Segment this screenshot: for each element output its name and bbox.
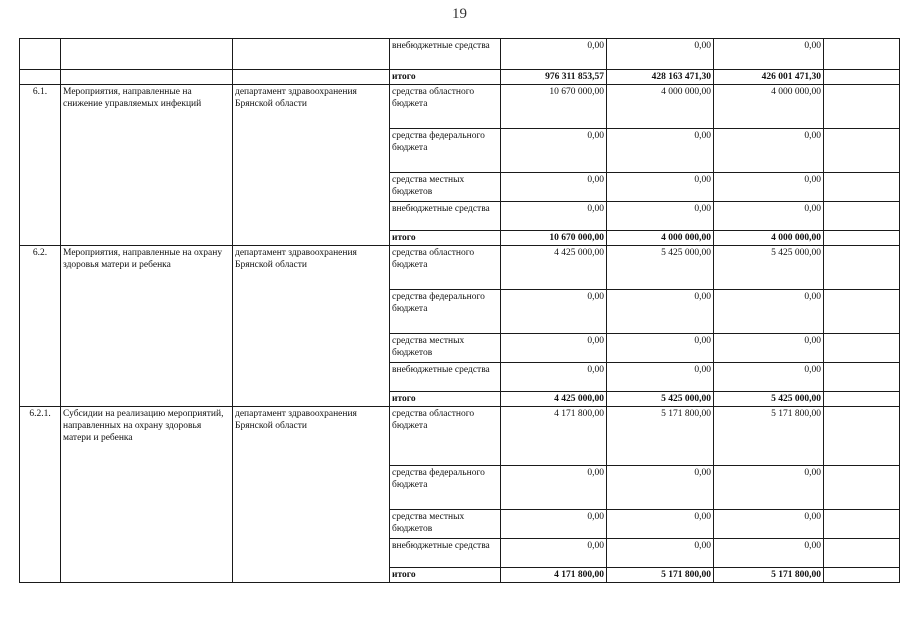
source-cell: внебюджетные средства [390,39,501,70]
total-row [20,70,900,85]
value-2022-cell: 0,00 [607,466,714,510]
value-2021-cell: 4 425 000,00 [501,392,607,407]
table-row [20,246,900,290]
empty-cell [824,85,900,129]
item-name: Мероприятия, направленные на охрану здоровья матери и ребенка [61,246,233,407]
empty-cell [824,407,900,466]
value-2022-cell: 0,00 [607,363,714,392]
value-2021-cell: 0,00 [501,363,607,392]
value-2021-cell: 10 670 000,00 [501,231,607,246]
table-row [20,407,900,466]
value-2022-cell: 5 425 000,00 [607,392,714,407]
item-number: 6.1. [20,85,61,246]
value-2022-cell: 0,00 [607,290,714,334]
value-2022-cell: 5 171 800,00 [607,407,714,466]
value-2023-cell: 5 171 800,00 [714,407,824,466]
source-cell: средства областного бюджета [390,85,501,129]
value-2022-cell: 4 000 000,00 [607,231,714,246]
item-number: 6.2.1. [20,407,61,583]
item-executor: департамент здравоохранения Брянской области [233,407,390,583]
value-2021-cell: 0,00 [501,39,607,70]
empty-cell [824,568,900,583]
executor-cell [233,70,390,85]
value-2021-cell: 10 670 000,00 [501,85,607,129]
value-2022-cell: 5 425 000,00 [607,246,714,290]
empty-cell [824,39,900,70]
page-number: 19 [452,6,467,22]
source-cell: итого [390,70,501,85]
value-2023-cell: 0,00 [714,129,824,173]
value-2023-cell: 0,00 [714,363,824,392]
empty-cell [824,290,900,334]
value-2023-cell: 5 425 000,00 [714,392,824,407]
value-2023-cell: 0,00 [714,173,824,202]
value-2023-cell: 4 000 000,00 [714,85,824,129]
value-2021-cell: 4 171 800,00 [501,568,607,583]
value-2022-cell: 0,00 [607,539,714,568]
name-cell [61,70,233,85]
number-cell [20,70,61,85]
source-cell: средства федерального бюджета [390,129,501,173]
empty-cell [824,173,900,202]
value-2023-cell: 5 171 800,00 [714,568,824,583]
value-2021-cell: 976 311 853,57 [501,70,607,85]
empty-cell [824,129,900,173]
empty-cell [824,246,900,290]
value-2022-cell: 5 171 800,00 [607,568,714,583]
empty-cell [824,510,900,539]
executor-cell [233,39,390,70]
source-cell: внебюджетные средства [390,539,501,568]
value-2022-cell: 0,00 [607,129,714,173]
table-row [20,85,900,129]
value-2023-cell: 0,00 [714,290,824,334]
empty-cell [824,334,900,363]
source-cell: внебюджетные средства [390,202,501,231]
source-cell: средства местных бюджетов [390,173,501,202]
value-2023-cell: 0,00 [714,202,824,231]
number-cell [20,39,61,70]
value-2023-cell: 0,00 [714,39,824,70]
value-2022-cell: 0,00 [607,510,714,539]
value-2022-cell: 0,00 [607,202,714,231]
source-cell: средства областного бюджета [390,407,501,466]
item-executor: департамент здравоохранения Брянской области [233,85,390,246]
empty-cell [824,202,900,231]
source-cell: средства областного бюджета [390,246,501,290]
source-cell: итого [390,568,501,583]
empty-cell [824,363,900,392]
value-2021-cell: 0,00 [501,510,607,539]
empty-cell [824,466,900,510]
source-cell: средства местных бюджетов [390,334,501,363]
value-2021-cell: 0,00 [501,129,607,173]
source-cell: итого [390,231,501,246]
value-2021-cell: 4 171 800,00 [501,407,607,466]
empty-cell [824,392,900,407]
source-cell: средства федерального бюджета [390,466,501,510]
value-2021-cell: 4 425 000,00 [501,246,607,290]
item-number: 6.2. [20,246,61,407]
value-2021-cell: 0,00 [501,173,607,202]
value-2023-cell: 0,00 [714,334,824,363]
value-2021-cell: 0,00 [501,539,607,568]
value-2023-cell: 426 001 471,30 [714,70,824,85]
table-row [20,39,900,70]
source-cell: итого [390,392,501,407]
value-2021-cell: 0,00 [501,334,607,363]
empty-cell [824,70,900,85]
value-2023-cell: 0,00 [714,510,824,539]
value-2021-cell: 0,00 [501,466,607,510]
source-cell: средства федерального бюджета [390,290,501,334]
value-2023-cell: 4 000 000,00 [714,231,824,246]
empty-cell [824,231,900,246]
value-2022-cell: 0,00 [607,39,714,70]
value-2021-cell: 0,00 [501,290,607,334]
value-2022-cell: 428 163 471,30 [607,70,714,85]
value-2022-cell: 4 000 000,00 [607,85,714,129]
item-name: Субсидии на реализацию мероприятий, направленных на охрану здоровья матери и ребенка [61,407,233,583]
name-cell [61,39,233,70]
source-cell: средства местных бюджетов [390,510,501,539]
value-2022-cell: 0,00 [607,334,714,363]
budget-table [19,38,900,583]
source-cell: внебюджетные средства [390,363,501,392]
value-2023-cell: 0,00 [714,539,824,568]
value-2022-cell: 0,00 [607,173,714,202]
value-2021-cell: 0,00 [501,202,607,231]
item-executor: департамент здравоохранения Брянской области [233,246,390,407]
item-name: Мероприятия, направленные на снижение управляемых инфекций [61,85,233,246]
value-2023-cell: 0,00 [714,466,824,510]
empty-cell [824,539,900,568]
value-2023-cell: 5 425 000,00 [714,246,824,290]
